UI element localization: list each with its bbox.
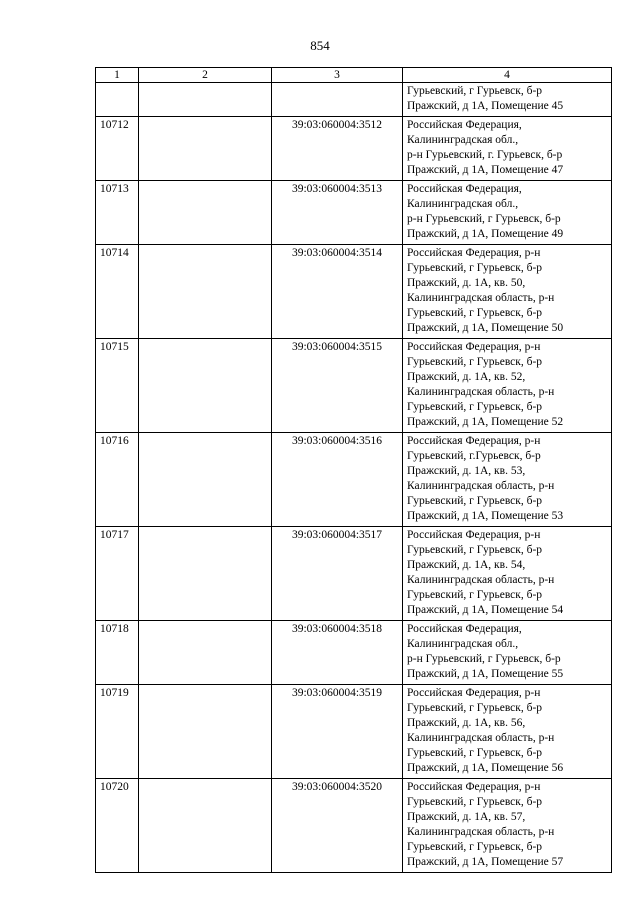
cadastral-number-cell: 39:03:060004:3515 [272, 339, 403, 433]
address-line: Гурьевский, г Гурьевск, б-р [407, 356, 543, 368]
record-number-cell: 10715 [96, 339, 139, 433]
address-cell [403, 181, 612, 245]
cadastral-number-cell: 39:03:060004:3516 [272, 433, 403, 527]
cadastral-number-cell [272, 83, 403, 117]
address-line: Пражский, д. 1А, кв. 57, [407, 811, 526, 823]
table-row [96, 117, 612, 181]
address-line: Гурьевский, г Гурьевск, б-р [407, 262, 543, 274]
column-2-cell [139, 339, 272, 433]
address-cell [403, 779, 612, 873]
address-cell [403, 83, 612, 117]
table-row [96, 83, 612, 117]
address-line: Калининградская область, р-н [407, 574, 555, 586]
address-line: Пражский, д 1А, Помещение 49 [407, 228, 564, 240]
record-number-cell: 10719 [96, 685, 139, 779]
cadastral-number-cell: 39:03:060004:3512 [272, 117, 403, 181]
record-number-cell: 10720 [96, 779, 139, 873]
column-2-cell [139, 433, 272, 527]
address-line: Российская Федерация, р-н [407, 435, 541, 447]
address-line: Российская Федерация, р-н [407, 529, 541, 541]
table-row [96, 779, 612, 873]
column-header-1: 1 [96, 68, 139, 83]
registry-table [95, 67, 612, 873]
table-row [96, 621, 612, 685]
address-line: Гурьевский, г Гурьевск, б-р [407, 702, 543, 714]
record-number-cell [96, 83, 139, 117]
table-row [96, 339, 612, 433]
address-line: Пражский, д 1А, Помещение 56 [407, 762, 564, 774]
address-line: Гурьевский, г Гурьевск, б-р [407, 401, 543, 413]
address-line: Гурьевский, г Гурьевск, б-р [407, 589, 543, 601]
address-line: Пражский, д 1А, Помещение 57 [407, 856, 564, 868]
record-number-cell: 10712 [96, 117, 139, 181]
address-line: Пражский, д 1А, Помещение 52 [407, 416, 564, 428]
column-header-3: 3 [272, 68, 403, 83]
cadastral-number-cell: 39:03:060004:3520 [272, 779, 403, 873]
column-2-cell [139, 245, 272, 339]
address-line: Пражский, д. 1А, кв. 50, [407, 277, 526, 289]
address-line: Пражский, д 1А, Помещение 50 [407, 322, 564, 334]
column-2-cell [139, 181, 272, 245]
cadastral-number-cell: 39:03:060004:3513 [272, 181, 403, 245]
header-row [96, 68, 612, 83]
column-2-cell [139, 779, 272, 873]
address-line: р-н Гурьевский, г Гурьевск, б-р [407, 213, 561, 225]
table-row [96, 181, 612, 245]
address-line: Гурьевский, г Гурьевск, б-р [407, 841, 543, 853]
address-line: Российская Федерация, р-н [407, 781, 541, 793]
cadastral-number-cell: 39:03:060004:3514 [272, 245, 403, 339]
cadastral-number-cell: 39:03:060004:3518 [272, 621, 403, 685]
address-line: Пражский, д 1А, Помещение 53 [407, 510, 564, 522]
address-line: Калининградская область, р-н [407, 732, 555, 744]
table-row [96, 245, 612, 339]
column-2-cell [139, 83, 272, 117]
column-header-4: 4 [403, 68, 612, 83]
address-line: Калининградская обл., [407, 638, 519, 650]
address-line: Калининградская область, р-н [407, 386, 555, 398]
address-line: Калининградская область, р-н [407, 292, 555, 304]
record-number-cell: 10717 [96, 527, 139, 621]
address-line: Пражский, д 1А, Помещение 45 [407, 100, 564, 112]
column-2-cell [139, 117, 272, 181]
column-2-cell [139, 527, 272, 621]
column-header-2: 2 [139, 68, 272, 83]
address-line: р-н Гурьевский, г. Гурьевск, б-р [407, 149, 563, 161]
record-number-cell: 10714 [96, 245, 139, 339]
address-line: Российская Федерация, [407, 119, 522, 131]
address-cell [403, 245, 612, 339]
address-line: Пражский, д 1А, Помещение 54 [407, 604, 564, 616]
table-row [96, 433, 612, 527]
address-line: Российская Федерация, [407, 183, 522, 195]
address-line: Калининградская обл., [407, 134, 519, 146]
table-row [96, 685, 612, 779]
cadastral-number-cell: 39:03:060004:3517 [272, 527, 403, 621]
cadastral-number-cell: 39:03:060004:3519 [272, 685, 403, 779]
address-line: Гурьевский, г Гурьевск, б-р [407, 85, 543, 97]
address-line: Гурьевский, г Гурьевск, б-р [407, 544, 543, 556]
record-number-cell: 10716 [96, 433, 139, 527]
address-line: Пражский, д 1А, Помещение 55 [407, 668, 564, 680]
address-line: Пражский, д. 1А, кв. 54, [407, 559, 526, 571]
address-line: Гурьевский, г.Гурьевск, б-р [407, 450, 541, 462]
address-line: Пражский, д 1А, Помещение 47 [407, 164, 564, 176]
address-line: Российская Федерация, [407, 623, 522, 635]
address-line: Пражский, д. 1А, кв. 53, [407, 465, 526, 477]
address-line: Калининградская область, р-н [407, 826, 555, 838]
address-line: Российская Федерация, р-н [407, 687, 541, 699]
address-cell [403, 527, 612, 621]
address-cell [403, 117, 612, 181]
address-line: Пражский, д. 1А, кв. 56, [407, 717, 526, 729]
address-cell [403, 433, 612, 527]
address-line: Гурьевский, г Гурьевск, б-р [407, 495, 543, 507]
column-2-cell [139, 685, 272, 779]
record-number-cell: 10713 [96, 181, 139, 245]
record-number-cell: 10718 [96, 621, 139, 685]
address-line: Пражский, д. 1А, кв. 52, [407, 371, 526, 383]
address-line: Российская Федерация, р-н [407, 247, 541, 259]
address-line: Гурьевский, г Гурьевск, б-р [407, 796, 543, 808]
page-number: 854 [310, 38, 330, 53]
address-line: р-н Гурьевский, г Гурьевск, б-р [407, 653, 561, 665]
address-line: Гурьевский, г Гурьевск, б-р [407, 307, 543, 319]
table-row [96, 527, 612, 621]
table-body [96, 83, 612, 873]
column-2-cell [139, 621, 272, 685]
address-cell [403, 339, 612, 433]
address-cell [403, 621, 612, 685]
address-line: Российская Федерация, р-н [407, 341, 541, 353]
address-cell [403, 685, 612, 779]
address-line: Гурьевский, г Гурьевск, б-р [407, 747, 543, 759]
address-line: Калининградская обл., [407, 198, 519, 210]
address-line: Калининградская область, р-н [407, 480, 555, 492]
